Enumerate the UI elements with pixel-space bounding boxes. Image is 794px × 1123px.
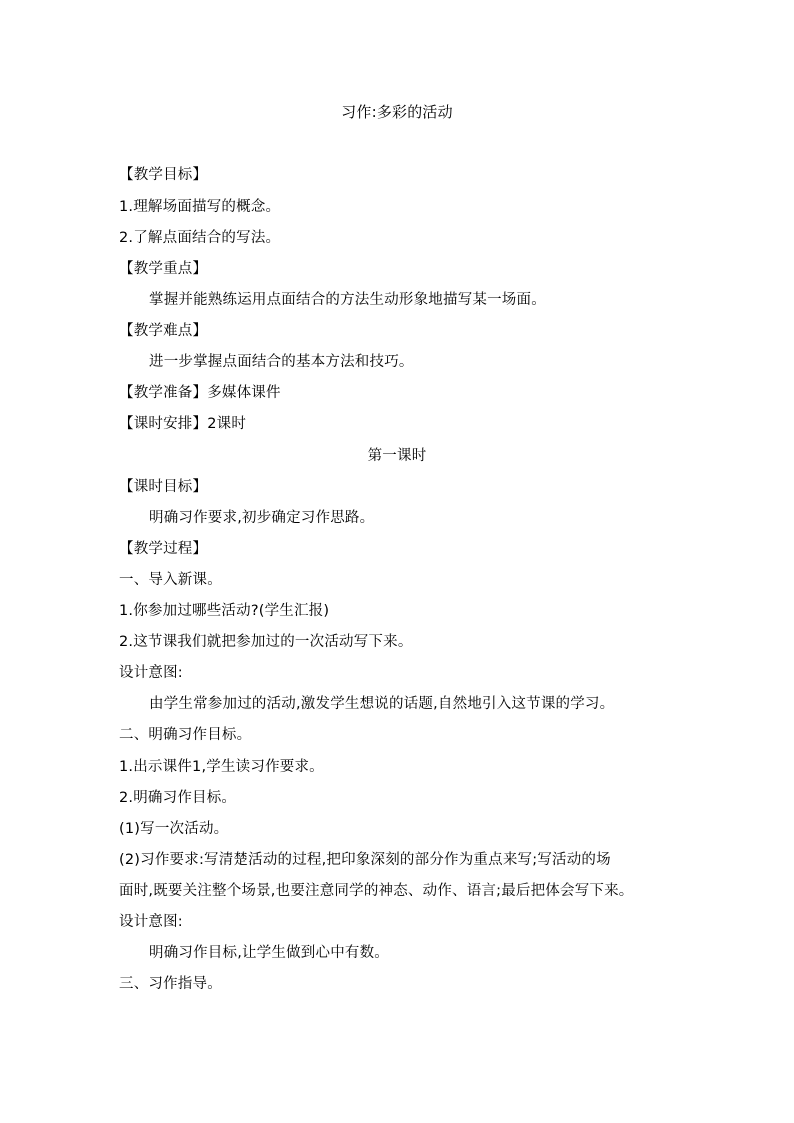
text-line: 由学生常参加过的活动,激发学生想说的话题,自然地引入这节课的学习。 [149, 696, 615, 712]
text-line: 2.这节课我们就把参加过的一次活动写下来。 [119, 634, 413, 650]
section-heading-difficulties: 【教学难点】 [119, 323, 208, 339]
text-line: 1.出示课件1,学生读习作要求。 [119, 759, 324, 775]
text-line: 1.你参加过哪些活动?(学生汇报) [119, 603, 330, 619]
section-heading-process: 【教学过程】 [119, 541, 208, 557]
section-heading-teaching-goals: 【教学目标】 [119, 167, 208, 183]
text-line: 面时,既要关注整个场景,也要注意同学的神态、动作、语言;最后把体会写下来。 [119, 883, 634, 899]
text-line: 掌握并能熟练运用点面结合的方法生动形象地描写某一场面。 [149, 292, 546, 308]
text-line: 2.明确习作目标。 [119, 790, 237, 806]
text-line: 2.了解点面结合的写法。 [119, 230, 281, 246]
text-line: 一、导入新课。 [119, 572, 222, 588]
section-heading-preparation: 【教学准备】多媒体课件 [119, 385, 281, 401]
text-line: (1)写一次活动。 [119, 821, 229, 837]
lesson-heading: 第一课时 [367, 448, 427, 464]
text-line: 1.理解场面描写的概念。 [119, 199, 281, 215]
section-heading-lesson-goals: 【课时目标】 [119, 479, 208, 495]
text-line: 明确习作要求,初步确定习作思路。 [149, 510, 375, 526]
section-heading-key-points: 【教学重点】 [119, 261, 208, 277]
section-heading-schedule: 【课时安排】2课时 [119, 416, 247, 432]
text-line: 进一步掌握点面结合的基本方法和技巧。 [149, 354, 414, 370]
text-line: 设计意图: [119, 914, 183, 930]
text-line: (2)习作要求:写清楚活动的过程,把印象深刻的部分作为重点来写;写活动的场 [119, 852, 611, 868]
text-line: 设计意图: [119, 665, 183, 681]
text-line: 明确习作目标,让学生做到心中有数。 [149, 945, 390, 961]
text-line: 三、习作指导。 [119, 976, 222, 992]
document-title: 习作:多彩的活动 [341, 103, 453, 121]
text-line: 二、明确习作目标。 [119, 727, 252, 743]
